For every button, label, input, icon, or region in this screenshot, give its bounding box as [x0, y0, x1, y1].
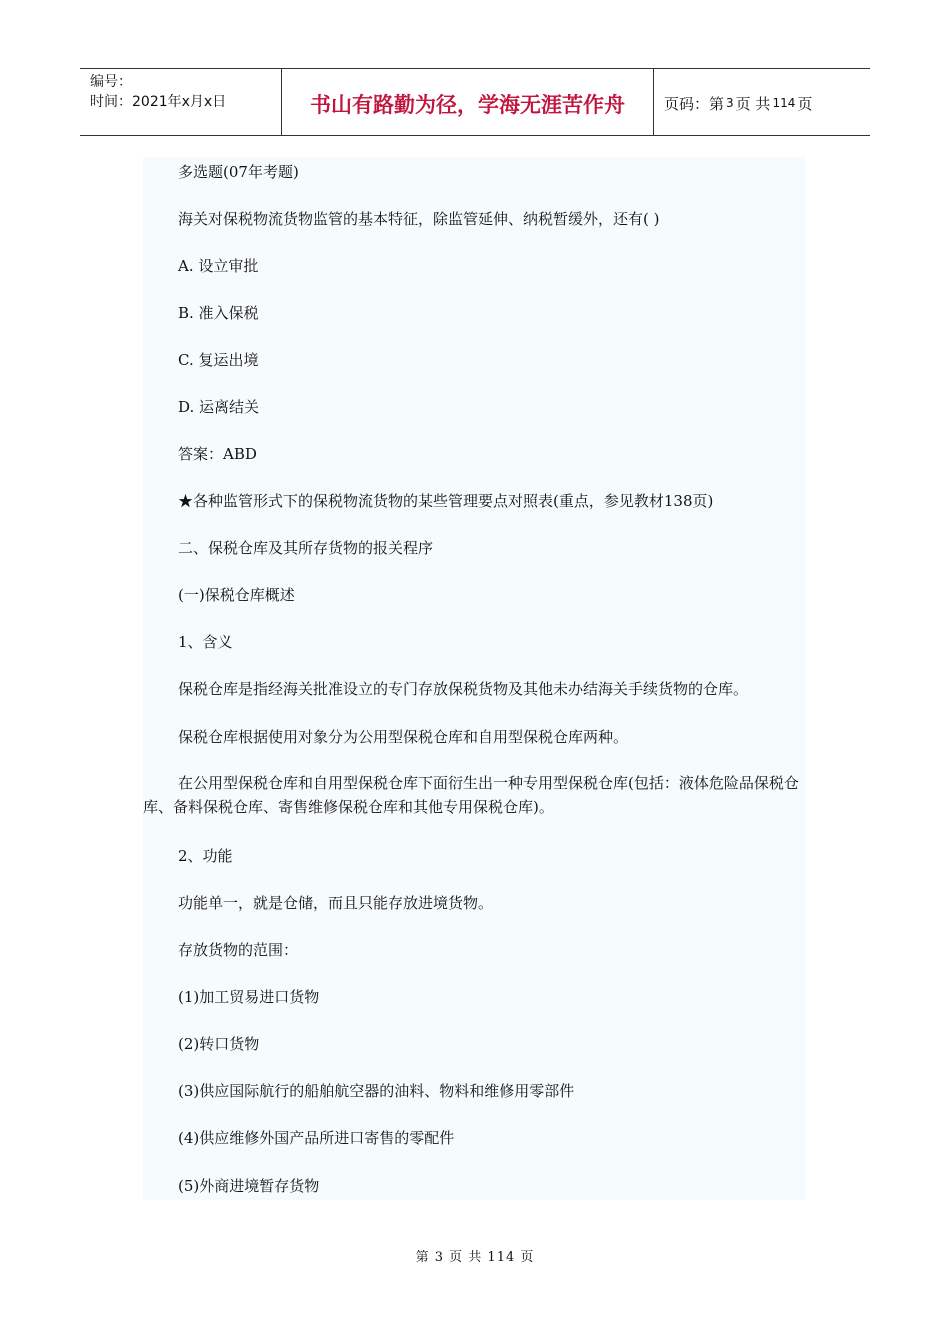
page-footer: 第 3 页 共 114 页: [415, 1250, 535, 1265]
section-heading: 二、保税仓库及其所存货物的报关程序: [178, 539, 434, 557]
special-warehouse-paragraph: 在公用型保税仓库和自用型保税仓库下面衍生出一种专用型保税仓库(包括：液体危险品保税仓库、备料保税仓库、寄售维修保税仓库和其他专用保税仓库)。: [143, 774, 799, 816]
scope-item-3: (3)供应国际航行的船舶航空器的油料、物料和维修用零部件: [178, 1082, 575, 1100]
page-header: [80, 68, 870, 136]
document-body: [143, 157, 806, 1200]
document-number-label: 编号：: [90, 74, 132, 90]
question-type: 多选题(07年考题): [178, 163, 299, 181]
key-note: ★各种监管形式下的保税物流货物的某些管理要点对照表(重点，参见教材138页): [178, 492, 714, 510]
answer: 答案：ABD: [178, 445, 257, 463]
header-page-indicator: [654, 69, 870, 135]
scope-item-4: (4)供应维修外国产品所进口寄售的零配件: [178, 1129, 455, 1147]
item-heading-meaning: 1、含义: [178, 633, 233, 651]
document-time-label: 时间：2021年x月x日: [90, 94, 227, 110]
scope-heading: 存放货物的范围：: [178, 941, 299, 959]
scope-item-5: (5)外商进境暂存货物: [178, 1177, 320, 1195]
question-stem: 海关对保税物流货物监管的基本特征，除监管延伸、纳税暂缓外，还有( ): [178, 210, 660, 228]
subsection-heading: (一)保税仓库概述: [178, 586, 295, 604]
classification-paragraph: 保税仓库根据使用对象分为公用型保税仓库和自用型保税仓库两种。: [178, 728, 629, 746]
option-a: A. 设立审批: [178, 257, 259, 275]
page-mid-label: 页 共: [735, 94, 771, 113]
definition-paragraph: 保税仓库是指经海关批准设立的专门存放保税货物及其他未办结海关手续货物的仓库。: [178, 680, 749, 698]
scope-item-2: (2)转口货物: [178, 1035, 260, 1053]
header-motto: 书山有路勤为径，学海无涯苦作舟: [282, 69, 654, 135]
page-suffix: 页: [797, 94, 813, 113]
item-heading-function: 2、功能: [178, 847, 233, 865]
option-b: B. 准入保税: [178, 304, 259, 322]
option-c: C. 复运出境: [178, 351, 259, 369]
page-label: 页码：第: [664, 94, 725, 113]
option-d: D. 运离结关: [178, 398, 260, 416]
header-meta: [80, 69, 282, 135]
function-paragraph: 功能单一，就是仓储，而且只能存放进境货物。: [178, 894, 494, 912]
scope-item-1: (1)加工贸易进口货物: [178, 988, 320, 1006]
page-current: 3: [726, 96, 734, 110]
page-total: 114: [772, 96, 796, 110]
